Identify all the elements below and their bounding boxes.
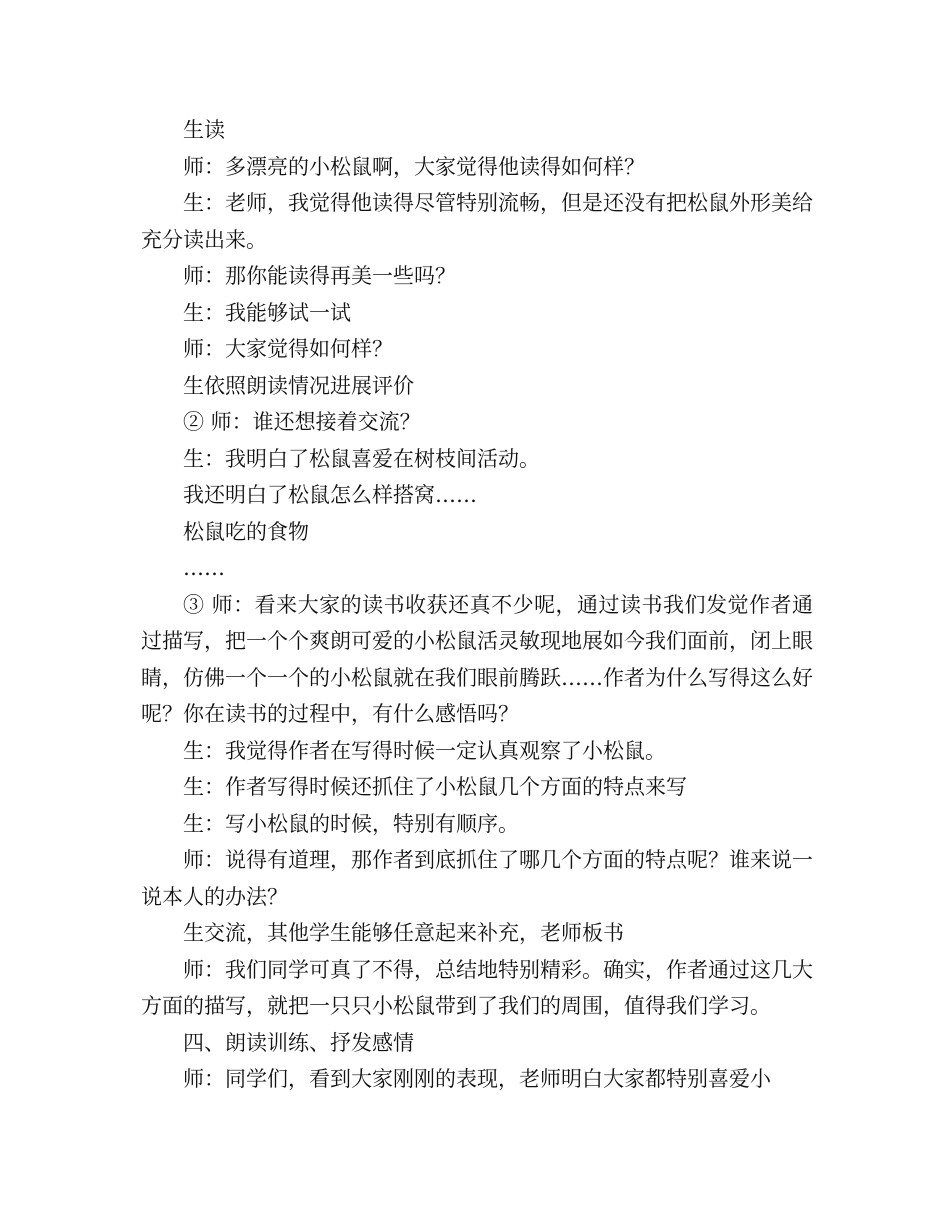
paragraph: 师：多漂亮的小松鼠啊，大家觉得他读得如何样？ (183, 154, 645, 179)
paragraph: 师：说得有道理，那作者到底抓住了哪几个方面的特点呢？谁来说一说本人的办法？ (141, 848, 813, 909)
paragraph: 生交流，其他学生能够任意起来补充，老师板书 (183, 921, 624, 945)
section-heading: 四、朗读训练、抒发感情 (183, 1030, 414, 1055)
paragraph: 生：写小松鼠的时候，特别有顺序。 (183, 811, 519, 836)
paragraph: ② 师：谁还想接着交流？ (183, 410, 421, 434)
paragraph: 生：我觉得作者在写得时候一定认真观察了小松鼠。 (183, 738, 666, 763)
paragraph: 生读 (183, 118, 225, 142)
paragraph: 生依照朗读情况进展评价 (183, 373, 414, 398)
paragraph: 松鼠吃的食物 (183, 519, 309, 544)
paragraph: 师：我们同学可真了不得，总结地特别精彩。确实，作者通过这几大方面的描写，就把一只只小松鼠带到了我们的周围，值得我们学习。 (141, 957, 813, 1018)
paragraph: 生：老师，我觉得他读得尽管特别流畅，但是还没有把松鼠外形美给充分读出来。 (141, 191, 813, 252)
paragraph: ③ 师：看来大家的读书收获还真不少呢，通过读书我们发觉作者通过描写，把一个个爽朗可爱的小松鼠活灵敏现地展如今我们面前，闭上眼睛，仿佛一个一个的小松鼠就在我们眼前腾跃……作者为什么写得这么好呢？你在读书的过程中，有什么感悟吗？ (141, 592, 813, 726)
paragraph: 师：大家觉得如何样？ (183, 337, 393, 361)
paragraph: 生：我明白了松鼠喜爱在树枝间活动。 (183, 446, 540, 471)
paragraph: 我还明白了松鼠怎么样搭窝…… (183, 483, 477, 507)
document-page (141, 112, 813, 1098)
paragraph: 师：同学们，看到大家刚刚的表现，老师明白大家都特别喜爱小 (183, 1067, 771, 1091)
paragraph: 生：作者写得时候还抓住了小松鼠几个方面的特点来写 (183, 775, 687, 799)
paragraph: 师：那你能读得再美一些吗？ (183, 264, 456, 288)
paragraph: …… (183, 556, 225, 580)
paragraph: 生：我能够试一试 (183, 300, 351, 325)
